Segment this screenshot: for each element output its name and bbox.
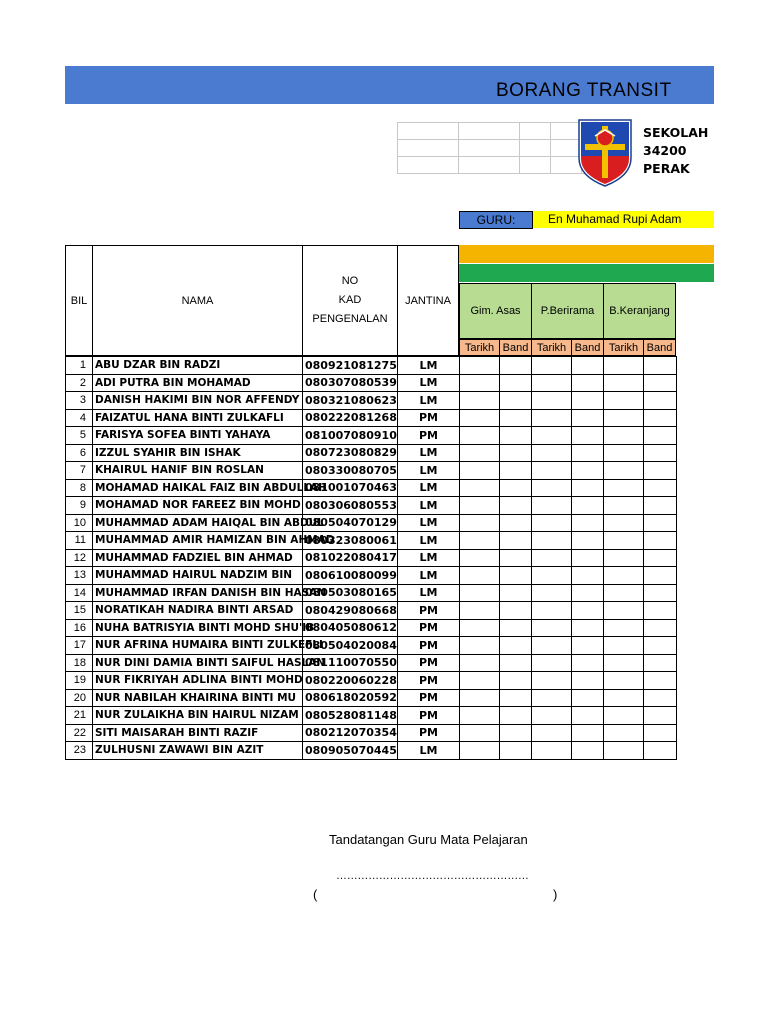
tarikh-cell[interactable] [604, 637, 644, 655]
band-cell[interactable] [644, 619, 677, 637]
student-nama: NORATIKAH NADIRA BINTI ARSAD [93, 602, 303, 620]
band-cell[interactable] [644, 742, 677, 760]
student-bil: 2 [66, 374, 93, 392]
table-row [66, 427, 677, 445]
grid-cell[interactable] [520, 157, 551, 174]
tarikh-cell[interactable] [460, 549, 500, 567]
student-nama: NUR DINI DAMIA BINTI SAIFUL HASLAN [93, 654, 303, 672]
subheader-tarikh: Tarikh [459, 339, 500, 356]
student-nama: ZULHUSNI ZAWAWI BIN AZIT [93, 742, 303, 760]
student-ic: 080212070354 [303, 724, 398, 742]
student-nama: NUR NABILAH KHAIRINA BINTI MU [93, 689, 303, 707]
tarikh-cell[interactable] [532, 444, 572, 462]
school-info [643, 124, 709, 178]
tarikh-cell[interactable] [532, 514, 572, 532]
tarikh-cell[interactable] [460, 742, 500, 760]
tarikh-cell[interactable] [460, 724, 500, 742]
tarikh-cell[interactable] [604, 549, 644, 567]
tarikh-cell[interactable] [604, 654, 644, 672]
table-row [66, 742, 677, 760]
student-jantina: PM [398, 637, 460, 655]
tarikh-cell[interactable] [460, 619, 500, 637]
band-cell[interactable] [572, 392, 604, 410]
table-row [66, 409, 677, 427]
student-ic: 080528081148 [303, 707, 398, 725]
tarikh-cell[interactable] [604, 672, 644, 690]
student-ic: 080921081275 [303, 357, 398, 375]
student-bil: 20 [66, 689, 93, 707]
band-cell[interactable] [644, 514, 677, 532]
tarikh-cell[interactable] [532, 409, 572, 427]
student-nama: NUR ZULAIKHA BIN HAIRUL NIZAM [93, 707, 303, 725]
student-jantina: PM [398, 427, 460, 445]
student-jantina: PM [398, 724, 460, 742]
tarikh-cell[interactable] [460, 689, 500, 707]
grid-cell[interactable] [398, 123, 459, 140]
signature-open-paren: ( [313, 887, 318, 902]
table-row [66, 374, 677, 392]
signature-title: Tandatangan Guru Mata Pelajaran [329, 832, 528, 847]
tarikh-cell[interactable] [604, 689, 644, 707]
column-header-jantina: JANTINA [397, 245, 459, 356]
tarikh-cell[interactable] [532, 584, 572, 602]
band-cell[interactable] [644, 584, 677, 602]
band-cell[interactable] [572, 584, 604, 602]
tarikh-cell[interactable] [604, 602, 644, 620]
tarikh-cell[interactable] [604, 427, 644, 445]
student-ic: 080321080623 [303, 392, 398, 410]
student-nama: MUHAMMAD IRFAN DANISH BIN HASAN [93, 584, 303, 602]
tarikh-cell[interactable] [460, 392, 500, 410]
tarikh-cell[interactable] [604, 619, 644, 637]
tarikh-cell[interactable] [532, 567, 572, 585]
tarikh-cell[interactable] [532, 549, 572, 567]
tarikh-cell[interactable] [604, 514, 644, 532]
tarikh-cell[interactable] [460, 602, 500, 620]
band-cell[interactable] [644, 602, 677, 620]
subheader-band: Band [499, 339, 532, 356]
band-cell[interactable] [644, 707, 677, 725]
band-cell[interactable] [500, 689, 532, 707]
student-nama: DANISH HAKIMI BIN NOR AFFENDY [93, 392, 303, 410]
tarikh-cell[interactable] [460, 462, 500, 480]
tarikh-cell[interactable] [604, 479, 644, 497]
band-cell[interactable] [644, 409, 677, 427]
ic-header-line: KAD [338, 294, 362, 306]
grid-cell[interactable] [520, 123, 551, 140]
guru-name-text: En Muhamad Rupi Adam [548, 212, 682, 226]
band-cell[interactable] [500, 549, 532, 567]
tarikh-cell[interactable] [460, 532, 500, 550]
student-ic: 080504020084 [303, 637, 398, 655]
table-row [66, 654, 677, 672]
table-row [66, 602, 677, 620]
student-ic: 080222081268 [303, 409, 398, 427]
student-ic: 080330080705 [303, 462, 398, 480]
student-ic: 080610080099 [303, 567, 398, 585]
student-jantina: PM [398, 619, 460, 637]
band-cell[interactable] [500, 427, 532, 445]
student-bil: 15 [66, 602, 93, 620]
grid-cell[interactable] [398, 157, 459, 174]
tarikh-cell[interactable] [532, 462, 572, 480]
band-cell[interactable] [572, 497, 604, 515]
column-header-nama: NAMA [92, 245, 302, 356]
tarikh-cell[interactable] [604, 357, 644, 375]
band-cell[interactable] [572, 672, 604, 690]
tarikh-cell[interactable] [460, 654, 500, 672]
band-cell[interactable] [500, 724, 532, 742]
tarikh-cell[interactable] [532, 357, 572, 375]
orange-header-bar [459, 245, 714, 263]
band-cell[interactable] [644, 479, 677, 497]
student-jantina: PM [398, 602, 460, 620]
student-nama: MUHAMMAD FADZIEL BIN AHMAD [93, 549, 303, 567]
band-cell[interactable] [572, 637, 604, 655]
tarikh-cell[interactable] [604, 707, 644, 725]
student-jantina: PM [398, 707, 460, 725]
student-jantina: LM [398, 462, 460, 480]
band-cell[interactable] [500, 602, 532, 620]
table-row [66, 707, 677, 725]
band-cell[interactable] [500, 392, 532, 410]
band-cell[interactable] [644, 497, 677, 515]
table-row [66, 549, 677, 567]
ic-header-line: PENGENALAN [312, 313, 388, 325]
student-bil: 7 [66, 462, 93, 480]
form-title: BORANG TRANSIT [496, 80, 672, 101]
student-table [65, 356, 677, 760]
student-bil: 17 [66, 637, 93, 655]
table-row [66, 392, 677, 410]
band-cell[interactable] [572, 619, 604, 637]
tarikh-cell[interactable] [532, 374, 572, 392]
student-ic: 081001070463 [303, 479, 398, 497]
band-cell[interactable] [572, 444, 604, 462]
activity-header-b-keranjang: B.Keranjang [603, 283, 676, 339]
student-ic: 080405080612 [303, 619, 398, 637]
band-cell[interactable] [572, 514, 604, 532]
tarikh-cell[interactable] [532, 672, 572, 690]
school-name: SEKOLAH [643, 125, 709, 140]
band-cell[interactable] [500, 742, 532, 760]
subheader-band: Band [571, 339, 604, 356]
student-ic: 080723080829 [303, 444, 398, 462]
student-bil: 14 [66, 584, 93, 602]
tarikh-cell[interactable] [532, 427, 572, 445]
student-ic: 080905070445 [303, 742, 398, 760]
student-ic: 080503080165 [303, 584, 398, 602]
band-cell[interactable] [572, 549, 604, 567]
band-cell[interactable] [500, 497, 532, 515]
band-cell[interactable] [500, 654, 532, 672]
student-ic: 080220060228 [303, 672, 398, 690]
band-cell[interactable] [644, 654, 677, 672]
band-cell[interactable] [572, 479, 604, 497]
student-nama: ADI PUTRA BIN MOHAMAD [93, 374, 303, 392]
student-bil: 10 [66, 514, 93, 532]
activity-header-gim-asas: Gim. Asas [459, 283, 532, 339]
student-bil: 18 [66, 654, 93, 672]
student-bil: 4 [66, 409, 93, 427]
student-nama: NUHA BATRISYIA BINTI MOHD SHU'IB [93, 619, 303, 637]
band-cell[interactable] [572, 462, 604, 480]
signature-line: ……………………………………………… [336, 870, 529, 882]
subheader-tarikh: Tarikh [603, 339, 644, 356]
ic-header-line: NO [341, 275, 359, 287]
table-row [66, 724, 677, 742]
table-row [66, 637, 677, 655]
tarikh-cell[interactable] [604, 584, 644, 602]
student-nama: KHAIRUL HANIF BIN ROSLAN [93, 462, 303, 480]
student-nama: NUR AFRINA HUMAIRA BINTI ZULKEFLI [93, 637, 303, 655]
tarikh-cell[interactable] [532, 532, 572, 550]
band-cell[interactable] [644, 374, 677, 392]
student-nama: NUR FIKRIYAH ADLINA BINTI MOHD [93, 672, 303, 690]
tarikh-cell[interactable] [460, 637, 500, 655]
tarikh-cell[interactable] [532, 654, 572, 672]
tarikh-cell[interactable] [604, 462, 644, 480]
table-row [66, 497, 677, 515]
tarikh-cell[interactable] [460, 427, 500, 445]
grid-cell[interactable] [520, 140, 551, 157]
band-cell[interactable] [572, 724, 604, 742]
student-nama: FAIZATUL HANA BINTI ZULKAFLI [93, 409, 303, 427]
student-ic: 081110070550 [303, 654, 398, 672]
student-nama: FARISYA SOFEA BINTI YAHAYA [93, 427, 303, 445]
student-jantina: PM [398, 409, 460, 427]
student-nama: MUHAMMAD AMIR HAMIZAN BIN AHMAD [93, 532, 303, 550]
tarikh-cell[interactable] [460, 409, 500, 427]
student-ic: 081007080910 [303, 427, 398, 445]
tarikh-cell[interactable] [532, 742, 572, 760]
tarikh-cell[interactable] [460, 374, 500, 392]
band-cell[interactable] [644, 427, 677, 445]
band-cell[interactable] [572, 707, 604, 725]
student-jantina: LM [398, 497, 460, 515]
student-bil: 19 [66, 672, 93, 690]
student-nama: SITI MAISARAH BINTI RAZIF [93, 724, 303, 742]
student-jantina: LM [398, 584, 460, 602]
band-cell[interactable] [500, 584, 532, 602]
table-row [66, 357, 677, 375]
table-row [66, 619, 677, 637]
grid-cell[interactable] [459, 140, 520, 157]
signature-close-paren: ) [553, 887, 558, 902]
student-jantina: LM [398, 444, 460, 462]
band-cell[interactable] [500, 409, 532, 427]
student-ic: 080618020592 [303, 689, 398, 707]
student-bil: 1 [66, 357, 93, 375]
tarikh-cell[interactable] [460, 707, 500, 725]
tarikh-cell[interactable] [604, 724, 644, 742]
table-row [66, 444, 677, 462]
tarikh-cell[interactable] [532, 707, 572, 725]
band-cell[interactable] [572, 689, 604, 707]
student-bil: 8 [66, 479, 93, 497]
table-row [66, 532, 677, 550]
band-cell[interactable] [500, 707, 532, 725]
table-row [66, 462, 677, 480]
student-jantina: LM [398, 374, 460, 392]
student-bil: 6 [66, 444, 93, 462]
tarikh-cell[interactable] [460, 479, 500, 497]
column-header-kad-pengenalan [302, 245, 397, 356]
grid-cell[interactable] [398, 140, 459, 157]
tarikh-cell[interactable] [604, 392, 644, 410]
tarikh-cell[interactable] [604, 742, 644, 760]
band-cell[interactable] [500, 479, 532, 497]
band-cell[interactable] [644, 724, 677, 742]
student-ic: 080307080539 [303, 374, 398, 392]
student-bil: 22 [66, 724, 93, 742]
band-cell[interactable] [644, 357, 677, 375]
tarikh-cell[interactable] [604, 444, 644, 462]
tarikh-cell[interactable] [460, 514, 500, 532]
band-cell[interactable] [644, 392, 677, 410]
student-nama: ABU DZAR BIN RADZI [93, 357, 303, 375]
column-header-bil: BIL [65, 245, 92, 356]
tarikh-cell[interactable] [604, 409, 644, 427]
band-cell[interactable] [500, 514, 532, 532]
tarikh-cell[interactable] [532, 724, 572, 742]
tarikh-cell[interactable] [604, 374, 644, 392]
band-cell[interactable] [572, 742, 604, 760]
student-nama: MOHAMAD NOR FAREEZ BIN MOHD [93, 497, 303, 515]
band-cell[interactable] [572, 427, 604, 445]
student-jantina: PM [398, 672, 460, 690]
student-bil: 9 [66, 497, 93, 515]
tarikh-cell[interactable] [460, 444, 500, 462]
tarikh-cell[interactable] [532, 619, 572, 637]
band-cell[interactable] [644, 637, 677, 655]
table-row [66, 567, 677, 585]
tarikh-cell[interactable] [460, 567, 500, 585]
band-cell[interactable] [572, 409, 604, 427]
subheader-band: Band [643, 339, 676, 356]
band-cell[interactable] [572, 357, 604, 375]
student-bil: 5 [66, 427, 93, 445]
band-cell[interactable] [644, 462, 677, 480]
student-ic: 080323080061 [303, 532, 398, 550]
tarikh-cell[interactable] [532, 479, 572, 497]
school-state: PERAK [643, 161, 690, 176]
table-row [66, 584, 677, 602]
student-nama: MUHAMMAD HAIRUL NADZIM BIN [93, 567, 303, 585]
green-header-bar [459, 264, 714, 282]
student-ic: 080306080553 [303, 497, 398, 515]
table-row [66, 672, 677, 690]
student-jantina: LM [398, 514, 460, 532]
grid-cell[interactable] [459, 123, 520, 140]
tarikh-cell[interactable] [532, 602, 572, 620]
student-bil: 16 [66, 619, 93, 637]
table-row [66, 479, 677, 497]
student-bil: 21 [66, 707, 93, 725]
band-cell[interactable] [500, 619, 532, 637]
band-cell[interactable] [572, 532, 604, 550]
student-bil: 23 [66, 742, 93, 760]
tarikh-cell[interactable] [460, 584, 500, 602]
band-cell[interactable] [644, 672, 677, 690]
band-cell[interactable] [572, 602, 604, 620]
band-cell[interactable] [500, 672, 532, 690]
student-ic: 080429080668 [303, 602, 398, 620]
student-jantina: PM [398, 654, 460, 672]
tarikh-cell[interactable] [604, 497, 644, 515]
tarikh-cell[interactable] [532, 689, 572, 707]
student-bil: 13 [66, 567, 93, 585]
guru-label: GURU: [459, 211, 533, 229]
student-jantina: LM [398, 357, 460, 375]
tarikh-cell[interactable] [532, 637, 572, 655]
tarikh-cell[interactable] [604, 567, 644, 585]
activity-header-p-berirama: P.Berirama [531, 283, 604, 339]
student-jantina: LM [398, 392, 460, 410]
student-bil: 3 [66, 392, 93, 410]
student-jantina: LM [398, 479, 460, 497]
tarikh-cell[interactable] [460, 672, 500, 690]
student-nama: MUHAMMAD ADAM HAIQAL BIN ABDUL [93, 514, 303, 532]
band-cell[interactable] [644, 689, 677, 707]
school-postcode: 34200 [643, 143, 687, 158]
table-row [66, 514, 677, 532]
student-nama: MOHAMAD HAIKAL FAIZ BIN ABDULLAH [93, 479, 303, 497]
subheader-tarikh: Tarikh [531, 339, 572, 356]
student-jantina: LM [398, 567, 460, 585]
student-jantina: LM [398, 549, 460, 567]
band-cell[interactable] [644, 532, 677, 550]
student-bil: 11 [66, 532, 93, 550]
student-nama: IZZUL SYAHIR BIN ISHAK [93, 444, 303, 462]
band-cell[interactable] [500, 462, 532, 480]
band-cell[interactable] [500, 374, 532, 392]
table-row [66, 689, 677, 707]
band-cell[interactable] [572, 374, 604, 392]
tarikh-cell[interactable] [460, 357, 500, 375]
band-cell[interactable] [500, 637, 532, 655]
band-cell[interactable] [500, 567, 532, 585]
tarikh-cell[interactable] [604, 532, 644, 550]
school-crest-logo [575, 114, 635, 188]
band-cell[interactable] [500, 532, 532, 550]
band-cell[interactable] [644, 549, 677, 567]
band-cell[interactable] [644, 444, 677, 462]
band-cell[interactable] [500, 444, 532, 462]
band-cell[interactable] [572, 654, 604, 672]
guru-name-field[interactable] [533, 211, 714, 228]
student-jantina: LM [398, 742, 460, 760]
band-cell[interactable] [500, 357, 532, 375]
student-ic: 080504070129 [303, 514, 398, 532]
student-jantina: PM [398, 689, 460, 707]
tarikh-cell[interactable] [532, 497, 572, 515]
student-ic: 081022080417 [303, 549, 398, 567]
tarikh-cell[interactable] [460, 497, 500, 515]
grid-cell[interactable] [459, 157, 520, 174]
band-cell[interactable] [572, 567, 604, 585]
student-bil: 12 [66, 549, 93, 567]
tarikh-cell[interactable] [532, 392, 572, 410]
student-jantina: LM [398, 532, 460, 550]
band-cell[interactable] [644, 567, 677, 585]
